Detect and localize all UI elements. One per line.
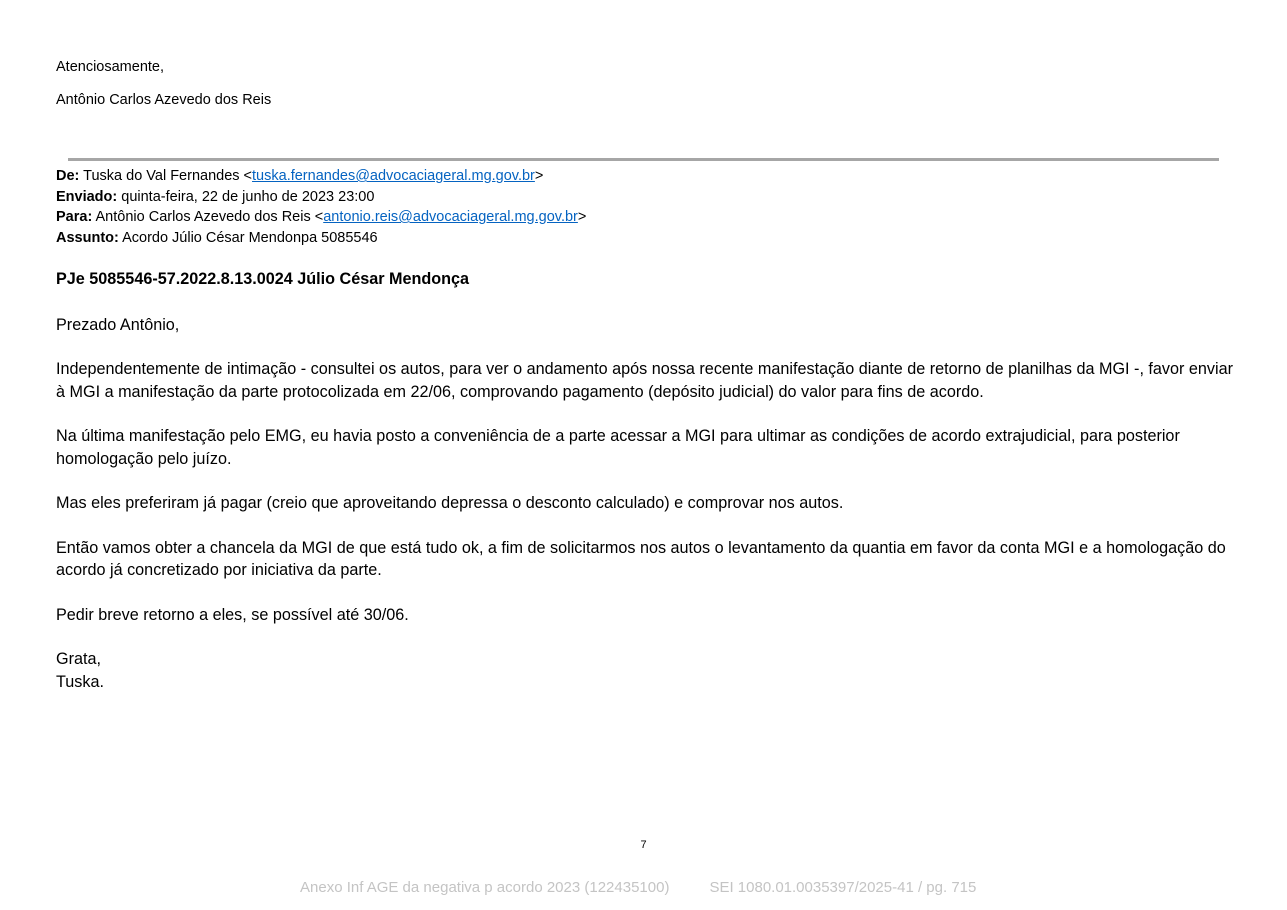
signature-name: Antônio Carlos Azevedo dos Reis <box>56 92 272 108</box>
subject-row <box>56 228 586 249</box>
case-title: PJe 5085546-57.2022.8.13.0024 Júlio César Mendonça <box>56 270 470 288</box>
to-close: > <box>577 209 587 225</box>
from-email-link[interactable]: tuska.fernandes@advocaciageral.mg.gov.br <box>252 168 535 184</box>
body-paragraph-4: Então vamos obter a chancela da MGI de que está tudo ok, a fim de solicitarmos nos autos o levantamento da quantia em favor da conta MGI e a homologação do acordo já concretizado por iniciativa da parte. <box>56 538 1226 579</box>
from-label: De: <box>56 168 80 184</box>
sent-row <box>56 187 586 208</box>
body-paragraph-3: Mas eles preferiram já pagar (creio que aproveitando depressa o desconto calculado) e comprovar nos autos. <box>56 494 844 512</box>
closing-line-2: Tuska. <box>56 672 104 691</box>
from-close: > <box>534 168 544 184</box>
footer-sei-label: SEI 1080.01.0035397/2025-41 / pg. 715 <box>709 879 977 896</box>
subject-value: Acordo Júlio César Mendonpa 5085546 <box>122 229 378 246</box>
body-paragraph-1: Independentemente de intimação - consultei os autos, para ver o andamento após nossa recente manifestação diante de retorno de planilhas da MGI -, favor enviar à MGI a manifestação da parte protocolizada em 22/06, comprovando pagamento (depósito judicial) do valor para fins de acordo. <box>56 360 1234 401</box>
document-footer <box>300 879 976 897</box>
to-name: Antônio Carlos Azevedo dos Reis < <box>95 209 324 225</box>
footer-annex-label: Anexo Inf AGE da negativa p acordo 2023 (122435100) <box>300 879 670 896</box>
page-number: 7 <box>640 839 647 851</box>
greeting: Prezado Antônio, <box>56 315 180 334</box>
to-label: Para: <box>56 209 93 225</box>
from-name: Tuska do Val Fernandes < <box>83 168 253 184</box>
sent-label: Enviado: <box>56 188 118 205</box>
subject-label: Assunto: <box>56 229 119 246</box>
body-paragraph-5: Pedir breve retorno a eles, se possível até 30/06. <box>56 605 409 624</box>
to-row <box>56 207 586 228</box>
signature-closing: Atenciosamente, <box>56 59 165 75</box>
to-email-link[interactable]: antonio.reis@advocaciageral.mg.gov.br <box>323 209 578 225</box>
email-body <box>56 268 1246 693</box>
email-headers <box>56 166 586 248</box>
sent-value: quinta-feira, 22 de junho de 2023 23:00 <box>121 188 375 205</box>
body-paragraph-2: Na última manifestação pelo EMG, eu havia posto a conveniência de a parte acessar a MGI para ultimar as condições de acordo extrajudicial, para posterior homologação pelo juízo. <box>56 427 1180 468</box>
from-row <box>56 166 586 187</box>
email-separator <box>68 158 1219 161</box>
closing-line-1: Grata, <box>56 650 101 668</box>
